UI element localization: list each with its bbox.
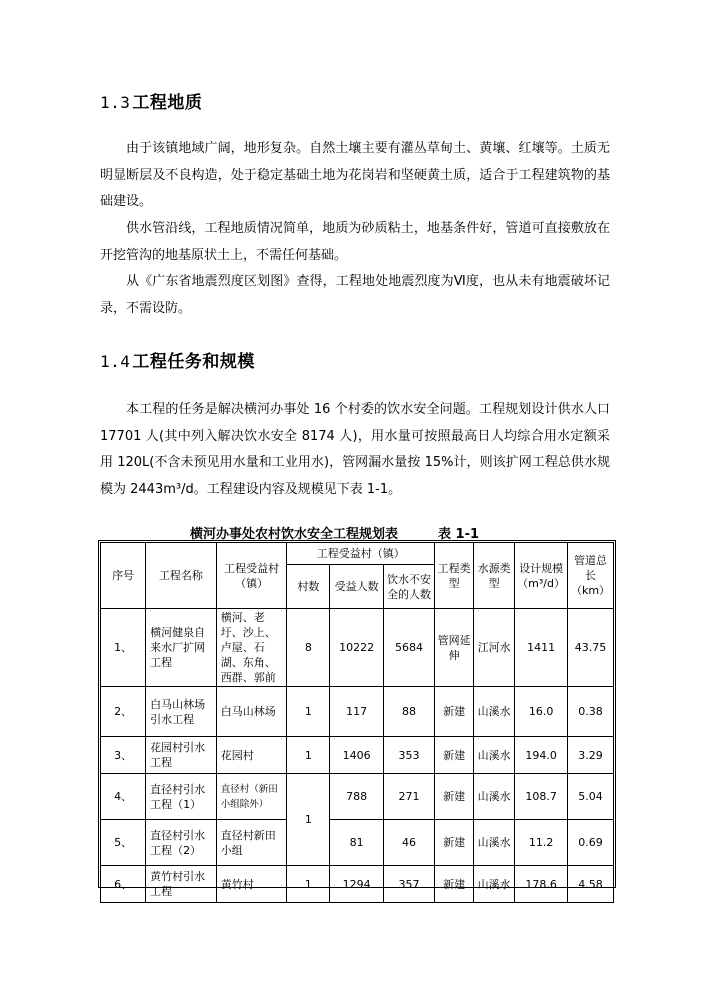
cell-village: 直径村（新田小组除外） <box>216 774 287 820</box>
cell-name: 花园村引水工程 <box>146 737 217 774</box>
cell-seq: 6、 <box>101 866 146 903</box>
cell-scale: 1411 <box>515 609 568 687</box>
cell-unsafe: 357 <box>383 866 434 903</box>
cell-length: 43.75 <box>568 609 614 687</box>
table-row <box>101 609 614 687</box>
cell-pop: 788 <box>330 774 383 820</box>
header-count: 村数 <box>287 565 330 609</box>
cell-pop: 117 <box>330 687 383 737</box>
cell-type: 管网延伸 <box>435 609 474 687</box>
cell-type: 新建 <box>435 866 474 903</box>
table-row <box>101 737 614 774</box>
cell-scale: 16.0 <box>515 687 568 737</box>
cell-scale: 194.0 <box>515 737 568 774</box>
cell-count: 1 <box>287 737 330 774</box>
paragraph: 本工程的任务是解决横河办事处 16 个村委的饮水安全问题。工程规划设计供水人口 17701 人(其中列入解决饮水安全 8174 人)，用水量可按照最高日人均综合用水定额采用 120L(不含未预见用水量和工业用水)，管网漏水量按 15%计，则该扩网工程总供水规模为 2443m³/d。工程建设内容及规模见下表 1-1。 <box>100 402 610 497</box>
cell-village: 横河、老圩、沙上、卢屋、石湖、东角、西群、郭前 <box>216 609 287 687</box>
cell-length: 0.38 <box>568 687 614 737</box>
table-row <box>101 866 614 903</box>
cell-source: 江河水 <box>474 609 515 687</box>
cell-scale: 178.6 <box>515 866 568 903</box>
paragraph: 供水管沿线，工程地质情况简单，地质为砂质粘土，地基条件好，管道可直接敷放在开挖管沟的地基原状土上，不需任何基础。 <box>100 221 610 263</box>
cell-count: 1 <box>287 866 330 903</box>
cell-seq: 5、 <box>101 820 146 866</box>
cell-name: 横河健泉自来水厂扩网工程 <box>146 609 217 687</box>
cell-source: 山溪水 <box>474 737 515 774</box>
cell-type: 新建 <box>435 737 474 774</box>
cell-source: 山溪水 <box>474 820 515 866</box>
section-title: 工程任务和规模 <box>132 352 255 372</box>
cell-count: 1 <box>287 687 330 737</box>
cell-name: 直径村引水工程（1） <box>146 774 217 820</box>
cell-count: 1 <box>287 774 330 866</box>
plan-table <box>100 542 614 903</box>
section-number: 1.4 <box>100 352 131 371</box>
cell-type: 新建 <box>435 687 474 737</box>
header-pop: 受益人数 <box>330 565 383 609</box>
header-name: 工程名称 <box>146 543 217 609</box>
cell-length: 5.04 <box>568 774 614 820</box>
cell-village: 直径村新田小组 <box>216 820 287 866</box>
paragraph: 从《广东省地震烈度区划图》查得，工程地处地震烈度为Ⅵ度，也从未有地震破坏记录，不需设防。 <box>100 274 610 316</box>
cell-name: 白马山林场引水工程 <box>146 687 217 737</box>
cell-unsafe: 88 <box>383 687 434 737</box>
section-title: 工程地质 <box>132 93 203 113</box>
header-length: 管道总长（km） <box>568 543 614 609</box>
cell-count: 8 <box>287 609 330 687</box>
cell-village: 白马山林场 <box>216 687 287 737</box>
table-row <box>101 687 614 737</box>
header-type: 工程类型 <box>435 543 474 609</box>
cell-scale: 11.2 <box>515 820 568 866</box>
table-title: 横河办事处农村饮水安全工程规划表 <box>190 527 399 542</box>
header-seq: 序号 <box>101 543 146 609</box>
section-number: 1.3 <box>100 93 131 112</box>
cell-source: 山溪水 <box>474 866 515 903</box>
header-source: 水源类型 <box>474 543 515 609</box>
cell-length: 4.58 <box>568 866 614 903</box>
cell-unsafe: 271 <box>383 774 434 820</box>
table-label: 表 1-1 <box>438 527 480 542</box>
cell-scale: 108.7 <box>515 774 568 820</box>
header-scale: 设计规模（m³/d） <box>515 543 568 609</box>
cell-type: 新建 <box>435 774 474 820</box>
section-heading-1-4 <box>100 347 255 372</box>
header-village: 工程受益村（镇） <box>216 543 287 609</box>
cell-source: 山溪水 <box>474 774 515 820</box>
cell-length: 0.69 <box>568 820 614 866</box>
cell-unsafe: 353 <box>383 737 434 774</box>
paragraph: 由于该镇地域广阔，地形复杂。自然土壤主要有灌丛草甸土、黄壤、红壤等。土质无明显断层及不良构造，处于稳定基础土地为花岗岩和坚硬黄土质，适合于工程建筑物的基础建设。 <box>100 141 610 209</box>
table-row <box>101 774 614 820</box>
header-unsafe: 饮水不安全的人数 <box>383 565 434 609</box>
cell-seq: 2、 <box>101 687 146 737</box>
cell-seq: 4、 <box>101 774 146 820</box>
header-group: 工程受益村（镇） <box>287 543 435 565</box>
cell-pop: 1294 <box>330 866 383 903</box>
section-heading-1-3 <box>100 88 202 113</box>
table-row <box>101 820 614 866</box>
table-caption <box>190 523 479 542</box>
cell-village: 花园村 <box>216 737 287 774</box>
cell-village: 黄竹村 <box>216 866 287 903</box>
cell-pop: 81 <box>330 820 383 866</box>
cell-name: 直径村引水工程（2） <box>146 820 217 866</box>
cell-name: 黄竹村引水工程 <box>146 866 217 903</box>
cell-length: 3.29 <box>568 737 614 774</box>
cell-pop: 10222 <box>330 609 383 687</box>
cell-seq: 3、 <box>101 737 146 774</box>
cell-type: 新建 <box>435 820 474 866</box>
cell-unsafe: 5684 <box>383 609 434 687</box>
cell-pop: 1406 <box>330 737 383 774</box>
cell-unsafe: 46 <box>383 820 434 866</box>
cell-seq: 1、 <box>101 609 146 687</box>
cell-source: 山溪水 <box>474 687 515 737</box>
